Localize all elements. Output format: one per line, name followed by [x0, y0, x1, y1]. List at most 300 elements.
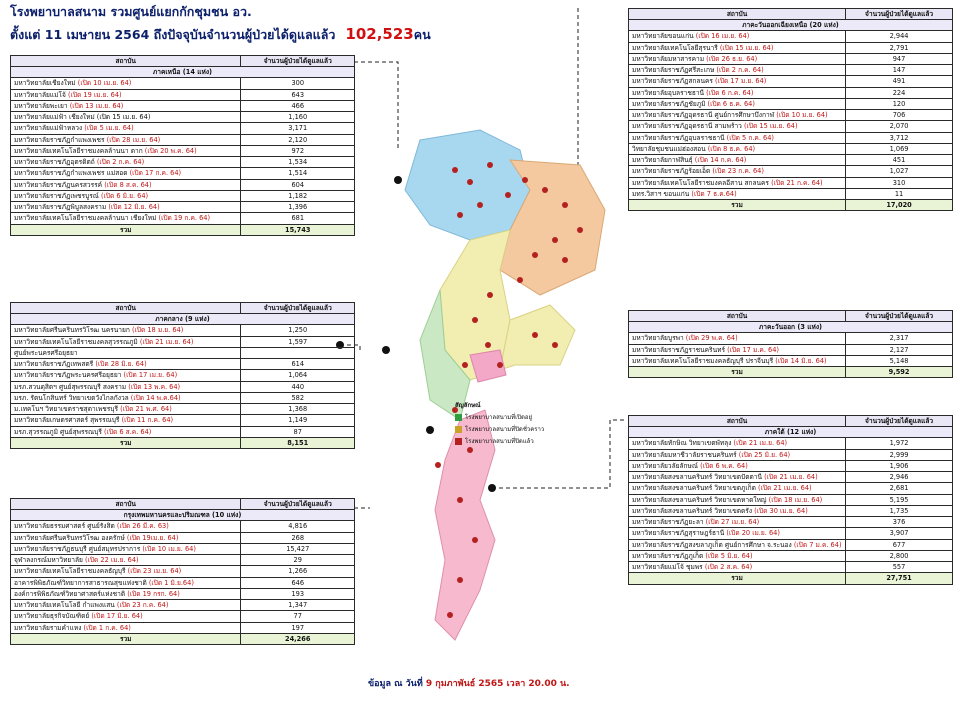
- table-row: [11, 202, 355, 213]
- row-institution: มหาวิทยาลัยเทคโนโลยีราชมงคลล้านนา เชียงใหม่ (เปิด 19 ก.ค. 64): [11, 213, 241, 224]
- section-title-row: [11, 510, 355, 521]
- table-header-row: [629, 311, 953, 322]
- table-northeast: [628, 8, 953, 211]
- table-row: [11, 89, 355, 100]
- table-row: [629, 333, 953, 344]
- table-row: [629, 166, 953, 177]
- table-row: [11, 336, 355, 347]
- table-row: [629, 472, 953, 483]
- table-north: [10, 55, 355, 236]
- row-count: 376: [846, 517, 953, 528]
- row-open-date: (เปิด 6 ก.ค. 64): [706, 88, 754, 97]
- row-institution: ศูนย์พระนครศรีอยุธยา: [11, 347, 241, 358]
- row-open-date: (เปิด 19 ก.ค. 64): [158, 214, 211, 223]
- row-open-date: (เปิด 17 เม.ย. 64): [123, 371, 178, 380]
- row-open-date: (เปิด 21 เม.ย. 64): [733, 439, 788, 448]
- row-count: 947: [846, 53, 953, 64]
- row-count: 2,127: [846, 344, 953, 355]
- row-open-date: (เปิด 6 ส.ค. 64): [104, 427, 152, 436]
- table-row: [11, 600, 355, 611]
- table-row: [11, 325, 355, 336]
- section-sum-row: [629, 199, 953, 210]
- row-institution: มหาวิทยาลัยราชภัฏสุราษฎร์ธานี (เปิด 20 เม.ย. 64): [629, 528, 846, 539]
- row-institution: มหาวิทยาลัยราชภัฏเพชรบูรณ์ (เปิด 6 มิ.ย. 64): [11, 190, 241, 201]
- table-row: [629, 188, 953, 199]
- row-open-date: (เปิด 28 มิ.ย. 64): [95, 360, 147, 369]
- row-count: 3,907: [846, 528, 953, 539]
- row-open-date: (เปิด 23 เม.ย. 64): [127, 567, 182, 576]
- table-row: [629, 483, 953, 494]
- table-row: [11, 415, 355, 426]
- row-open-date: (เปิด 20 เม.ย. 64): [726, 529, 780, 538]
- row-open-date: (เปิด 22 เม.ย. 64): [85, 556, 139, 565]
- row-institution: มหาวิทยาลัยอุบลราชธานี (เปิด 6 ก.ค. 64): [629, 87, 846, 98]
- row-open-date: (เปิด 23 ก.ค. 64): [712, 167, 764, 176]
- table-row: [629, 449, 953, 460]
- row-open-date: (เปิด 13 เม.ย. 64): [69, 101, 124, 110]
- row-open-date: (เปิด 21 พ.ศ. 64): [120, 405, 172, 414]
- row-institution: มหาวิทยาลัยราชภัฏอุดรธานี สามพร้าว (เปิด 15 เม.ย. 64): [629, 121, 846, 132]
- table-row: [629, 539, 953, 550]
- section-title-row: [629, 427, 953, 438]
- row-open-date: (เปิด 17 ม.ย. 64): [715, 77, 767, 86]
- table-row: [629, 550, 953, 561]
- row-count: 1,368: [241, 404, 355, 415]
- table-header-row: [11, 499, 355, 510]
- sum-label: รวม: [629, 573, 846, 584]
- row-open-date: (เปิด 21 ก.ค. 64): [771, 178, 823, 187]
- table-row: [11, 543, 355, 554]
- row-institution: มรภ.สุวรรณภูมิ ศูนย์สุพรรณบุรี (เปิด 6 ส.ค. 64): [11, 426, 241, 437]
- row-count: 2,681: [846, 483, 953, 494]
- row-count: 2,791: [846, 42, 953, 53]
- row-count: 5,148: [846, 355, 953, 366]
- row-institution: มหาวิทยาลัยราชภัฏเทพสตรี (เปิด 28 มิ.ย. 64): [11, 359, 241, 370]
- table-row: [11, 622, 355, 633]
- row-count: 646: [241, 577, 355, 588]
- row-open-date: (เปิด 8 ส.ค. 64): [104, 180, 152, 189]
- row-institution: มหาวิทยาลัยขอนแก่น (เปิด 16 เม.ย. 64): [629, 31, 846, 42]
- row-count: 224: [846, 87, 953, 98]
- page-subtitle: [10, 25, 650, 45]
- row-open-date: (เปิด 2 ส.ค. 64): [704, 563, 753, 572]
- row-count: 197: [241, 622, 355, 633]
- row-count: 268: [241, 532, 355, 543]
- row-institution: มหาวิทยาลัยแม่ฟ้า เชียงใหม่ (เปิด 15 เม.ย. 64): [11, 112, 241, 123]
- section-sum-row: [11, 633, 355, 644]
- row-open-date: (เปิด 10 ม.ย. 64): [776, 111, 828, 120]
- row-count: 614: [241, 359, 355, 370]
- row-count: 451: [846, 155, 953, 166]
- row-open-date: (เปิด 20 พ.ค. 64): [144, 146, 197, 155]
- col-institution: สถาบัน: [629, 416, 846, 427]
- row-open-date: (เปิด 14 มิ.ย. 64): [775, 356, 827, 365]
- section-title: ภาคะวันออกเฉียงเหนือ (20 แห่ง): [629, 20, 953, 31]
- row-open-date: (เปิด 10 เม.ย. 64): [77, 79, 132, 88]
- sum-value: 9,592: [846, 367, 953, 378]
- row-open-date: (เปิด 2 ก.ค. 64): [96, 158, 145, 167]
- subtitle-text: ตั้งแต่ 11 เมษายน 2564 ถึงปัจจุบันจำนวนผู้ป่วยได้ดูแลแล้ว: [10, 27, 336, 42]
- row-open-date: (เปิด 21 เม.ย. 64): [139, 337, 194, 346]
- row-institution: มหาวิทยาลัยราชภัฏอุตรดิตถ์ (เปิด 2 ก.ค. 64): [11, 157, 241, 168]
- row-open-date: (เปิด 1 ก.ค. 64): [83, 623, 131, 632]
- row-open-date: (เปิด 19 เม.ย. 64): [68, 90, 122, 99]
- row-count: 1,027: [846, 166, 953, 177]
- row-open-date: (เปิด 6 พ.ค. 64): [700, 461, 748, 470]
- table-row: [629, 562, 953, 573]
- sum-label: รวม: [11, 224, 241, 235]
- row-institution: มหาวิทยาลัยเกษตรศาสตร์ สุพรรณบุรี (เปิด 11 ก.ค. 64): [11, 415, 241, 426]
- table-row: [629, 344, 953, 355]
- row-count: 582: [241, 392, 355, 403]
- section-sum-row: [11, 437, 355, 448]
- table-row: [11, 145, 355, 156]
- sum-value: 17,020: [846, 199, 953, 210]
- row-institution: มหาวิทยาลัยบูรพา (เปิด 29 พ.ค. 64): [629, 333, 846, 344]
- row-open-date: (เปิด 18 ม.ย. 64): [131, 326, 184, 335]
- row-institution: มหาวิทยาลัยธุรกิจบัณฑิตย์ (เปิด 17 มิ.ย. 64): [11, 611, 241, 622]
- row-open-date: (เปิด 29 พ.ค. 64): [685, 334, 738, 343]
- row-institution: มหาวิทยาลัยราชภัฏร้อยเอ็ด (เปิด 23 ก.ค. 64): [629, 166, 846, 177]
- legend-item: [455, 424, 544, 434]
- row-institution: มหาวิทยาลัยราชภัฏศรีสะเกษ (เปิด 2 ก.ค. 64): [629, 65, 846, 76]
- row-count: 1,266: [241, 566, 355, 577]
- row-open-date: (เปิด 25 มิ.ย. 64): [738, 450, 791, 459]
- row-institution: มหาวิทยาลัยสงขลานครินทร์ วิทยาเขตตรัง (เปิด 30 เม.ย. 64): [629, 505, 846, 516]
- table-row: [629, 143, 953, 154]
- table-row: [11, 100, 355, 111]
- row-institution: มหาวิทยาลัยเทคโนโลยีราชมงคลล้านนา ตาก (เปิด 20 พ.ค. 64): [11, 145, 241, 156]
- table-row: [11, 359, 355, 370]
- row-institution: มหาวิทยาลัยมหาชีวาลัยราชนครินทร์ (เปิด 25 มิ.ย. 64): [629, 449, 846, 460]
- col-count: จำนวนผู้ป่วยได้ดูแลแล้ว: [241, 303, 355, 314]
- row-institution: มทร.วิสาฯ ขอนแก่น (เปิด 7 ธ.ค.64): [629, 188, 846, 199]
- row-open-date: (เปิด 13 พ.ค. 64): [128, 382, 181, 391]
- legend-title: สัญลักษณ์: [455, 402, 481, 409]
- row-count: 1,149: [241, 415, 355, 426]
- row-open-date: (เปิด 2 ก.ค. 64): [716, 66, 764, 75]
- row-count: [241, 347, 355, 358]
- col-count: จำนวนผู้ป่วยได้ดูแลแล้ว: [846, 9, 953, 20]
- table-south: [628, 415, 953, 585]
- row-institution: มรภ. รัตนโกสินทร์ วิทยาเขตวังไกลกังวล (เปิด 14 พ.ค.64): [11, 392, 241, 403]
- sum-label: รวม: [11, 437, 241, 448]
- col-count: จำนวนผู้ป่วยได้ดูแลแล้ว: [846, 311, 953, 322]
- row-open-date: (เปิด 19เม.ย. 64): [126, 533, 179, 542]
- table-row: [629, 65, 953, 76]
- row-institution: จุฬาลงกรณ์มหาวิทยาลัย (เปิด 22 เม.ย. 64): [11, 555, 241, 566]
- row-count: 466: [241, 100, 355, 111]
- row-count: 972: [241, 145, 355, 156]
- row-count: 3,712: [846, 132, 953, 143]
- table-header-row: [629, 416, 953, 427]
- row-count: 120: [846, 98, 953, 109]
- table-row: [11, 134, 355, 145]
- row-count: 2,800: [846, 550, 953, 561]
- row-open-date: (เปิด 17 ม.ค. 64): [727, 345, 779, 354]
- table-row: [629, 53, 953, 64]
- table-row: [11, 179, 355, 190]
- row-count: 29: [241, 555, 355, 566]
- section-table-south: [628, 415, 953, 585]
- row-institution: มหาวิทยาลัยสงขลานครินทร์ วิทยาเขตภูเก็ต (เปิด 21 เม.ย. 64): [629, 483, 846, 494]
- legend-swatch-icon: [455, 438, 462, 445]
- table-row: [11, 532, 355, 543]
- table-row: [629, 517, 953, 528]
- section-sum-row: [11, 224, 355, 235]
- row-count: 604: [241, 179, 355, 190]
- table-row: [11, 588, 355, 599]
- row-institution: มหาวิทยาลัยเทคโนโลยีสุรนารี (เปิด 15 เม.ย. 64): [629, 42, 846, 53]
- row-open-date: (เปิด 15 เม.ย. 64): [743, 122, 798, 131]
- row-institution: มหาวิทยาลัยวลัยลักษณ์ (เปิด 6 พ.ค. 64): [629, 460, 846, 471]
- row-institution: มหาวิทยาลัยแม่โจ้ (เปิด 19 เม.ย. 64): [11, 89, 241, 100]
- table-row: [629, 110, 953, 121]
- section-title-row: [629, 20, 953, 31]
- row-count: 300: [241, 78, 355, 89]
- sum-value: 24,266: [241, 633, 355, 644]
- row-institution: มหาวิทยาลัยมหาสารคาม (เปิด 26 ธ.ย. 64): [629, 53, 846, 64]
- legend-label: โรงพยาบาลสนามที่ปิดชั่วคราว: [465, 426, 545, 433]
- table-row: [11, 381, 355, 392]
- table-row: [629, 460, 953, 471]
- page-header: [10, 2, 650, 45]
- row-count: 4,816: [241, 521, 355, 532]
- row-open-date: (เปิด 6 มิ.ย. 64): [100, 191, 149, 200]
- legend-swatch-icon: [455, 426, 462, 433]
- col-institution: สถาบัน: [11, 303, 241, 314]
- row-institution: มหาวิทยาลัยเทคโนโลยีราชมงคลธัญบุรี (เปิด 23 เม.ย. 64): [11, 566, 241, 577]
- row-count: 2,944: [846, 31, 953, 42]
- section-table-bkk: [10, 498, 355, 645]
- sum-value: 27,751: [846, 573, 953, 584]
- row-open-date: (เปิด 15 เม.ย. 64): [719, 43, 774, 52]
- row-institution: มหาวิทยาลัยราชภัฏกำแพงเพชร (เปิด 28 เม.ย. 64): [11, 134, 241, 145]
- section-title: กรุงเทพมหานครและปริมณฑล (10 แห่ง): [11, 510, 355, 521]
- total-count: 102,523: [345, 25, 414, 43]
- section-title: ภาคะวันออก (3 แห่ง): [629, 322, 953, 333]
- legend-label: โรงพยาบาลสนามที่เปิดอยู่: [465, 414, 532, 421]
- table-row: [11, 112, 355, 123]
- section-title: ภาคใต้ (12 แห่ง): [629, 427, 953, 438]
- row-open-date: (เปิด 30 เม.ย. 64): [754, 506, 808, 515]
- footnote-time: เวลา 20.00 น.: [506, 679, 570, 689]
- table-row: [629, 76, 953, 87]
- row-count: 2,946: [846, 472, 953, 483]
- row-institution: มหาวิทยาลัยราชภัฏสกลนคร (เปิด 17 ม.ย. 64): [629, 76, 846, 87]
- table-row: [11, 213, 355, 224]
- row-count: 1,396: [241, 202, 355, 213]
- table-row: [629, 177, 953, 188]
- legend-item: [455, 412, 544, 422]
- row-count: 1,250: [241, 325, 355, 336]
- table-row: [11, 555, 355, 566]
- section-title-row: [11, 67, 355, 78]
- table-row: [11, 611, 355, 622]
- row-institution: มหาวิทยาลัยแม่โจ้ ชุมพร (เปิด 2 ส.ค. 64): [629, 562, 846, 573]
- table-row: [11, 190, 355, 201]
- row-count: 1,906: [846, 460, 953, 471]
- section-title: ภาคกลาง (9 แห่ง): [11, 314, 355, 325]
- row-institution: มหาวิทยาลัยราชภัฏชัยภูมิ (เปิด 6 ธ.ค. 64): [629, 98, 846, 109]
- table-row: [629, 98, 953, 109]
- row-institution: มหาวิทยาลัยราชภัฏสงขลาภูเก็ต ศูนย์การศึกษา จ.ระนอง (เปิด 7 ม.ค. 64): [629, 539, 846, 550]
- row-institution: มหาวิทยาลัยทักษิณ วิทยาเขตพัทลุง (เปิด 21 เม.ย. 64): [629, 438, 846, 449]
- row-open-date: (เปิด 28 เม.ย. 64): [106, 135, 161, 144]
- data-timestamp: [368, 676, 570, 690]
- row-count: 2,317: [846, 333, 953, 344]
- total-unit: คน: [413, 27, 431, 42]
- table-row: [11, 577, 355, 588]
- row-open-date: (เปิด 5 มิ.ย. 64): [705, 551, 753, 560]
- row-count: 1,064: [241, 370, 355, 381]
- row-count: 706: [846, 110, 953, 121]
- row-institution: มหาวิทยาลัยราชภัฏกำแพงเพชร แม่สอด (เปิด 17 ก.ค. 64): [11, 168, 241, 179]
- row-count: 681: [241, 213, 355, 224]
- sum-value: 15,743: [241, 224, 355, 235]
- table-header-row: [629, 9, 953, 20]
- row-count: 5,195: [846, 494, 953, 505]
- table-row: [629, 438, 953, 449]
- row-institution: ม.เทคโนฯ วิทยาเขตราชสุดาเพชรบุรี (เปิด 21 พ.ศ. 64): [11, 404, 241, 415]
- footnote-prefix: ข้อมูล ณ วันที่: [368, 679, 423, 689]
- row-institution: มหาวิทยาลัยราชภัฏพิบูลสงคราม (เปิด 12 มิ.ย. 64): [11, 202, 241, 213]
- table-row: [11, 168, 355, 179]
- section-table-central: [10, 302, 355, 449]
- sum-value: 8,151: [241, 437, 355, 448]
- table-central: [10, 302, 355, 449]
- row-open-date: (เปิด 26 มี.ค. 63): [116, 522, 169, 531]
- row-institution: มหาวิทยาลัยรามคำแหง (เปิด 1 ก.ค. 64): [11, 622, 241, 633]
- table-row: [629, 355, 953, 366]
- row-institution: มหาวิทยาลัยราชภัฏภูเก็ต (เปิด 5 มิ.ย. 64): [629, 550, 846, 561]
- footnote-date: 9 กุมภาพันธ์ 2565: [425, 679, 504, 689]
- row-institution: วิทยาลัยชุมชนแม่ฮ่องสอน (เปิด 8 ธ.ค. 64): [629, 143, 846, 154]
- section-sum-row: [629, 367, 953, 378]
- map-legend: [455, 400, 544, 448]
- row-count: 2,070: [846, 121, 953, 132]
- table-row: [629, 87, 953, 98]
- table-row: [11, 426, 355, 437]
- row-open-date: (เปิด 1 มิ.ย.64): [148, 578, 194, 587]
- row-open-date: (เปิด 7 ธ.ค.64): [691, 189, 737, 198]
- table-row: [629, 31, 953, 42]
- row-institution: องค์การพิพิธภัณฑ์วิทยาศาสตร์แห่งชาติ (เปิด 19 กรก. 64): [11, 588, 241, 599]
- row-institution: มหาวิทยาลัยเทคโนโลยีราชมงคลอีสาน สกลนคร (เปิด 21 ก.ค. 64): [629, 177, 846, 188]
- table-row: [629, 132, 953, 143]
- row-count: 491: [846, 76, 953, 87]
- col-institution: สถาบัน: [11, 56, 241, 67]
- row-count: 1,534: [241, 157, 355, 168]
- legend-label: โรงพยาบาลสนามที่ปิดแล้ว: [465, 438, 534, 445]
- row-count: 1,735: [846, 505, 953, 516]
- row-open-date: (เปิด 6 ธ.ค. 64): [707, 99, 755, 108]
- row-count: 643: [241, 89, 355, 100]
- row-count: 77: [241, 611, 355, 622]
- table-east: [628, 310, 953, 378]
- sum-label: รวม: [11, 633, 241, 644]
- row-count: 15,427: [241, 543, 355, 554]
- table-row: [11, 521, 355, 532]
- table-row: [629, 528, 953, 539]
- row-count: 557: [846, 562, 953, 573]
- row-institution: มหาวิทยาลัยแม่ฟ้าหลวง (เปิด 5 เม.ย. 64): [11, 123, 241, 134]
- row-institution: มหาวิทยาลัยเทคโนโลยี กำแพงแสน (เปิด 23 ก.ค. 64): [11, 600, 241, 611]
- table-bangkok: [10, 498, 355, 645]
- row-open-date: (เปิด 26 ธ.ย. 64): [706, 54, 758, 63]
- table-header-row: [11, 303, 355, 314]
- row-open-date: (เปิด 17 ก.ค. 64): [129, 169, 182, 178]
- row-institution: มหาวิทยาลัยราชภัฏอุบลราชธานี (เปิด 5 ก.ค. 64): [629, 132, 846, 143]
- table-row: [11, 78, 355, 89]
- row-institution: มหาวิทยาลัยเทคโนโลยีราชมงคลธัญบุรี ปราจีนบุรี (เปิด 14 มิ.ย. 64): [629, 355, 846, 366]
- col-institution: สถาบัน: [629, 9, 846, 20]
- col-institution: สถาบัน: [629, 311, 846, 322]
- row-count: 1,347: [241, 600, 355, 611]
- table-row: [629, 121, 953, 132]
- col-institution: สถาบัน: [11, 499, 241, 510]
- row-institution: มหาวิทยาลัยราชภัฏราชนครินทร์ (เปิด 17 ม.ค. 64): [629, 344, 846, 355]
- row-open-date: (เปิด 7 ม.ค. 64): [793, 540, 842, 549]
- row-open-date: (เปิด 16 เม.ย. 64): [695, 32, 750, 41]
- section-title: ภาคเหนือ (14 แห่ง): [11, 67, 355, 78]
- row-count: 677: [846, 539, 953, 550]
- row-institution: มหาวิทยาลัยราชภัฏยะลา (เปิด 27 เม.ย. 64): [629, 517, 846, 528]
- row-open-date: (เปิด 23 ก.ค. 64): [116, 601, 169, 610]
- row-count: 2,999: [846, 449, 953, 460]
- sum-label: รวม: [629, 199, 846, 210]
- row-open-date: (เปิด 14 พ.ค.64): [130, 393, 181, 402]
- row-institution: มหาวิทยาลัยราชภัฏนครสวรรค์ (เปิด 8 ส.ค. 64): [11, 179, 241, 190]
- section-table-northeast: [628, 8, 953, 211]
- table-row: [11, 157, 355, 168]
- row-open-date: (เปิด 8 ธ.ค. 64): [707, 144, 756, 153]
- row-open-date: (เปิด 5 เม.ย. 64): [84, 124, 134, 133]
- table-row: [11, 392, 355, 403]
- section-title-row: [11, 314, 355, 325]
- legend-item: [455, 436, 544, 446]
- row-count: 310: [846, 177, 953, 188]
- row-open-date: (เปิด 27 เม.ย. 64): [705, 518, 760, 527]
- col-count: จำนวนผู้ป่วยได้ดูแลแล้ว: [846, 416, 953, 427]
- row-count: 1,182: [241, 190, 355, 201]
- page-title: โรงพยาบาลสนาม รวมศูนย์แยกกักชุมชน อว.: [10, 4, 252, 19]
- row-open-date: (เปิด 10 เม.ย. 64): [142, 544, 196, 553]
- row-institution: อาคารพิพิธภัณฑ์วิทยาการสาธารณสุขแห่งชาติ (เปิด 1 มิ.ย.64): [11, 577, 241, 588]
- row-institution: มหาวิทยาลัยธรรมศาสตร์ ศูนย์รังสิต (เปิด 26 มี.ค. 63): [11, 521, 241, 532]
- row-institution: มหาวิทยาลัยเชียงใหม่ (เปิด 10 เม.ย. 64): [11, 78, 241, 89]
- sum-label: รวม: [629, 367, 846, 378]
- row-count: 193: [241, 588, 355, 599]
- section-table-east: [628, 310, 953, 378]
- table-row: [629, 505, 953, 516]
- table-row: [629, 494, 953, 505]
- row-open-date: (เปิด 17 มิ.ย. 64): [91, 612, 143, 621]
- row-institution: มหาวิทยาลัยราชภัฏธนบุรี ศูนย์สมุทรปราการ (เปิด 10 เม.ย. 64): [11, 543, 241, 554]
- table-row: [11, 347, 355, 358]
- row-institution: มหาวิทยาลัยศรีนครินทรวิโรฒ นครนายก (เปิด 18 ม.ย. 64): [11, 325, 241, 336]
- col-count: จำนวนผู้ป่วยได้ดูแลแล้ว: [241, 56, 355, 67]
- row-institution: มรภ.สวนดุสิตฯ ศูนย์สุพรรณบุรี สงคราม (เปิด 13 พ.ค. 64): [11, 381, 241, 392]
- row-open-date: (เปิด 14 ก.ค. 64): [694, 156, 747, 165]
- row-institution: มหาวิทยาลัยราชภัฏอุดรธานี ศูนย์การศึกษาบึงกาฬ (เปิด 10 ม.ย. 64): [629, 110, 846, 121]
- row-institution: มหาวิทยาลัยพะเยา (เปิด 13 เม.ย. 64): [11, 100, 241, 111]
- row-institution: มหาวิทยาลัยสงขลานครินทร์ วิทยาเขตหาดใหญ่ (เปิด 18 เม.ย. 64): [629, 494, 846, 505]
- col-count: จำนวนผู้ป่วยได้ดูแลแล้ว: [241, 499, 355, 510]
- row-count: 147: [846, 65, 953, 76]
- section-title-row: [629, 322, 953, 333]
- table-row: [629, 155, 953, 166]
